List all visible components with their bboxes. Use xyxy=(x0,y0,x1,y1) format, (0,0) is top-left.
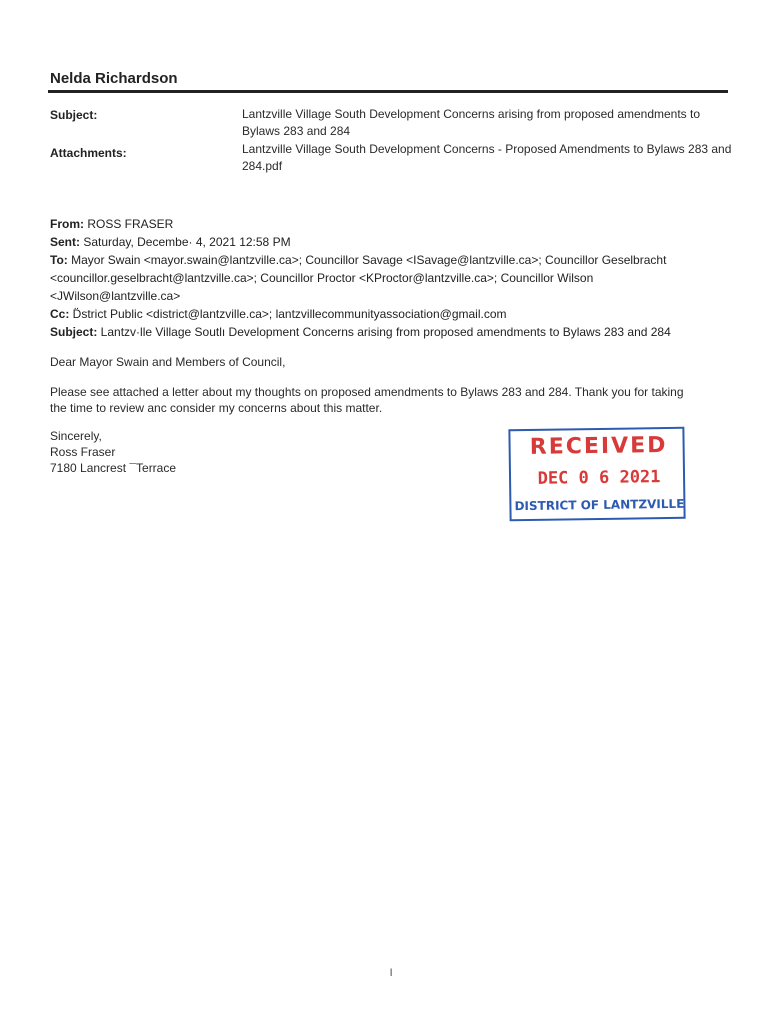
cc-label: Cc: xyxy=(50,307,70,321)
to-label: To: xyxy=(50,253,68,267)
closing: Sincerely, xyxy=(50,429,102,443)
signature-name: Ross Fraser xyxy=(50,445,116,459)
message-subject-line xyxy=(50,323,740,341)
recipient-name: Nelda Richardson xyxy=(50,70,178,87)
header-rule xyxy=(48,90,728,93)
attachment-link[interactable]: Lantzville Village South Development Concerns - Proposed Amendments to Bylaws 283 and 284.pdf xyxy=(242,142,732,173)
received-stamp xyxy=(508,427,685,521)
signature-address: 7180 Lancrest ¯Terrace xyxy=(50,461,177,475)
stamp-received-text: RECEIVED xyxy=(529,433,668,460)
message-subject-label: Subject: xyxy=(50,325,98,339)
from-value: ROSS FRASER xyxy=(84,217,174,231)
stamp-district: DISTRICT OF LANTZVILLE xyxy=(514,496,685,514)
message-header xyxy=(50,215,740,341)
cc-value: D̈strict Public <district@lantzville.ca>; lantzvillecommunityassociation@gmail.com xyxy=(69,307,507,321)
to-line xyxy=(50,251,740,269)
stamp-date: DEC 0 6 2021 xyxy=(537,467,661,489)
subject-value: Lantzville Village South Development Concerns arising from proposed amendments to Bylaws 283 and 284 xyxy=(242,107,701,138)
message-subject-value: Lantzv·lle Village Soutlı Development Concerns arising from proposed amendments to Bylaws 283 and 284 xyxy=(97,325,671,339)
cc-line xyxy=(50,305,740,323)
from-line xyxy=(50,215,740,233)
to-recipients-3: <JWilson@lantzville.ca> xyxy=(50,289,181,303)
page-number: l xyxy=(390,968,393,979)
subject-label: Subject: xyxy=(50,108,98,122)
sent-label: Sent: xyxy=(50,235,80,249)
to-recipients-2: <councillor.geselbracht@lantzville.ca>; Councillor Proctor <KProctor@lantzville.ca>; Councillor Wilson xyxy=(50,271,594,285)
sent-line xyxy=(50,233,740,251)
body-paragraph-line-1: Please see attached a letter about my thoughts on proposed amendments to Bylaws 283 and 284. Thank you for taking xyxy=(50,385,684,399)
from-label: From: xyxy=(50,217,84,231)
to-recipients-1: Mayor Swain <mayor.swain@lantzville.ca>; Councillor Savage <ISavage@lantzville.ca>; Councillor Geselbracht xyxy=(67,253,667,267)
greeting: Dear Mayor Swain and Members of Council, xyxy=(50,355,286,369)
body-paragraph xyxy=(50,384,740,416)
sent-value: Saturday, Decembe· 4, 2021 12:58 PM xyxy=(80,235,291,249)
body-paragraph-line-2: the time to review anc consider my concerns about this matter. xyxy=(50,401,383,415)
attachments-label: Attachments: xyxy=(50,146,127,160)
